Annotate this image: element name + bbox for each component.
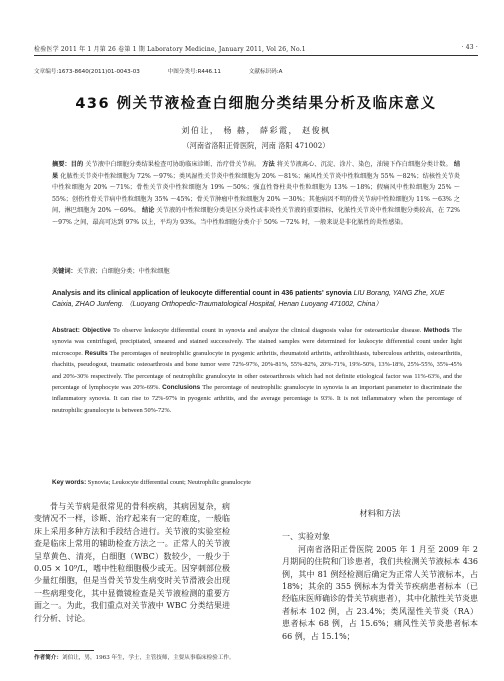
en-conclusions-label: Conclusions (162, 384, 201, 392)
clc-number: 中图分类号:R446.11 (167, 69, 221, 75)
section-title: 材料和方法 (359, 508, 401, 518)
en-keywords-text: Synovia; Leukocyte differential count; Neutrophilic granulocyte (87, 479, 251, 486)
result-text: 化脓性关节炎中性粒细胞为 72% ～97%；类风湿性关节炎中性粒细胞为 20% ～81%；痛风性关节炎中性粒细胞为 55% ～82%；结核性关节炎中性粒细胞为 20% ～71%；骨性关节炎中性粒细胞为 19% ～50%；强直性脊柱炎中性粒细胞为 13% ～18%；假痛风中性粒细胞为 25% ～55%；创伤性骨关节病中性粒细胞为 35% ～45%；骨关节肿瘤中性粒细胞为 20% ～30%；其他病因不明的骨关节病中性粒细胞为 11% ～63% 之间，淋巴细胞为 20% ～69%。 (52, 172, 460, 215)
abstract-en (52, 325, 462, 416)
method-text: 将关节液离心、沉淀、涂片、染色，油镜下作白细胞分类计数。 (276, 161, 452, 168)
footnote-text: 刘伯让，男，1963 年生，学士，主管技师，主要从事临床检验工作。 (61, 655, 235, 661)
footnote-rule (34, 650, 94, 651)
materials-paragraph: 河南省洛阳正骨医院 2005 年 1 月至 2009 年 2 月期间的住院和门诊患者，我们共检测关节液标本 436 例，其中 81 例经检测后确定为正常人关节液标本，占 18%；其余的 355 例标本为骨关节疾病患者标本（已经临床医师确诊的骨关节病患者），其中化脓性关节炎患者标本 102 例，占 23.4%；类风湿性关节炎（RA）患者标本 68 例，占 15.6%；痛风性关节炎患者标本 66 例，占 15.1%； (282, 544, 478, 641)
paper-title: 436 例关节液检查白细胞分类结果分析及临床意义 (75, 96, 437, 112)
body-right-column (282, 501, 478, 643)
abstract-cn (52, 159, 460, 229)
keywords-text: 关节液；白细胞分类；中性粒细胞 (76, 268, 170, 275)
objective-label: 目的 (70, 161, 84, 168)
header-rule (34, 55, 478, 56)
keywords-en (52, 479, 462, 486)
intro-paragraph: 骨与关节病是很常见的骨科疾病，其病因复杂，病变情况不一样，诊断、治疗起来有一定的难度，一般临床上采用多种方法和手段结合进行。关节液的实验室检查是临床上常用的辅助检查方法之一。正常人的关节液呈草黄色、清亮，白细胞（WBC）数较少，一般少于 0.05 × 10⁹/L，嗜中性粒细胞极少或无。因穿刺部位极少量红细胞，但是当骨关节发生病变时关节滑液会出现一些病理变化，其中显微镜检查是关节液检测的重要方面之一。为此，我们重点对关节液中 WBC 分类结果进行分析、讨论。 (34, 502, 230, 623)
body-left-column (34, 501, 230, 625)
en-objective-text: To observe leukocyte differential count in synovia and analyze the clinical diagnosis value for osteoarticular disease. (113, 327, 422, 334)
page-number: · 43 · (461, 44, 478, 51)
english-affiliation: （Luoyang Orthopedic-Traumatological Hospital, Henan Luoyang 471002, China） (125, 301, 383, 308)
abstract-label: 摘要： (52, 161, 71, 168)
method-label: 方法 (262, 161, 275, 168)
english-authors: LIU Borang, YANG Zhe, XUE Caixia, ZHAO Junfeng. (52, 290, 445, 308)
en-abstract-label: Abstract: (52, 327, 80, 334)
conclusion-label: 结论 (141, 207, 155, 215)
article-number: 文章编号:1673-8640(2011)01-0043-03 (34, 69, 140, 75)
document-code: 文献标识码:A (248, 69, 283, 75)
running-header (34, 44, 478, 53)
conclusion-text: 关节液的中性粒细胞分类是区分炎性或非炎性关节液的重要指标，化脓性关节炎中性粒细胞分类较高，在 72% ～97% 之间，最高可达到 97% 以上，平均为 93%。当中性粒细胞分类介于 50% ～72% 时，一般来说是非化脓性的炎性感染。 (52, 207, 461, 226)
english-title: Analysis and its clinical application of leukocyte differential count in 436 patients' synovia (52, 290, 352, 297)
en-objective-label: Objective (82, 327, 111, 334)
en-methods-label: Methods (423, 327, 450, 334)
en-methods-text: The synovia was centrifuged, precipitated, smeared and stained successively. The stained samples were determined for leukocyte differential count under light microscope. (52, 327, 462, 357)
en-results-text: The percentages of neutrophilic granulocyte in pyogenic arthritis, rheumatoid arthritis, arthrolithiasis, tuberculous arthritis, osteoarthritis, rhachitis, pseudogout, traumatic osteoarthrosis and bone tumor were 72%-97%, 20%-81%, 55%-82%, 20%-71%, 19%-50%, 13%-18%, 25%-55%, 35%-45% and 20%-30% respectively. The percentage of neutrophilic granulocyte in other osteoarthrosis which had not definite etiological factor was 11%-63%, and the percentage of lymphocyte was 20%-69%. (52, 349, 462, 392)
en-results-label: Results (84, 349, 108, 357)
article-meta (34, 67, 478, 75)
subsection-title: 一、实验对象 (282, 532, 330, 542)
authors: 刘伯让， 杨 赫， 薛彩霞， 赵俊枫 (181, 126, 331, 135)
keywords-label: 关键词： (52, 268, 77, 275)
affiliation: （河南省洛阳正骨医院，河南 洛阳 471002） (182, 141, 330, 150)
footnote (34, 653, 478, 661)
result-label: 结果 (52, 161, 461, 180)
objective-text: 关节液中白细胞分类结果检查可协助临床诊断、治疗骨关节病。 (85, 161, 261, 168)
journal-header: 检验医学 2011 年 1 月第 26 卷第 1 期 Laboratory Medicine, January 2011, Vol 26, No.1 (34, 46, 306, 53)
english-title-block (52, 288, 462, 310)
en-keywords-label: Key words: (52, 479, 87, 486)
keywords-cn (52, 266, 460, 275)
footnote-label: 作者简介： (34, 655, 62, 661)
en-conclusions-text: The percentage of neutrophilic granulocyte in synovia is an important parameter to discriminate the inflammatory synovia. It can rise to 72%-97% in pyogenic arthritis, and the average percentage is 93%. It is not inflammatory when the percentage of neutrophilic granulocyte is between 50%-72%. (52, 384, 462, 414)
